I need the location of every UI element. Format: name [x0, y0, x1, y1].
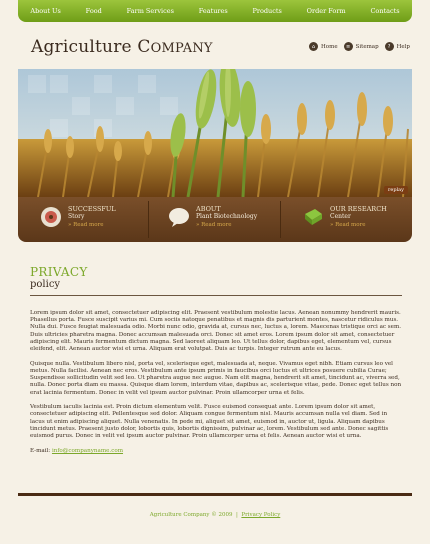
home-link[interactable] [309, 42, 338, 51]
help-link[interactable] [385, 42, 410, 51]
footer-copyright: Agriculture Company © 2009 [149, 512, 233, 518]
policy-paragraph: Vestibulum iaculis lacinia est. Proin dictum elementum velit. Fusce euismod consequat ante. Lorem ipsum dolor sit amet, consectetuer adipiscing elit. Pellentesque sed dolor. Aliquam congue fermentum nisl. Mauris accumsan nulla vel diam. Sed in lacus ut enim adipiscing aliquet. Nulla venenatis. In pede mi, aliquet sit amet, euismod in, auctor ut, ligula. Aliquam dapibus tincidunt metus. Praesent justo dolor, lobortis quis, lobortis dignissim, pulvinar ac, lorem. Vestibulum sed ante. Donec sagittis euismod purus. Donec in velit vel ipsum auctor pulvinar. Proin ullamcorper urna et felis. Aenean auctor wisi et urna. [30, 404, 389, 440]
footer [18, 512, 412, 518]
promo-item-research[interactable] [302, 206, 387, 229]
nav-item-about-us[interactable]: About Us [30, 7, 61, 15]
home-link-label: Home [321, 43, 338, 50]
banner-tag[interactable]: replay [384, 186, 408, 194]
title-divider [30, 295, 402, 296]
policy-paragraph: Quisque nulla. Vestibulum libero nisl, porta vel, scelerisque eget, malesuada at, neque. Vivamus eget nibh. Etiam cursus leo vel metus. Nulla facilisi. Aenean nec eros. Vestibulum ante ipsum primis in faucibus orci luctus et ultrices posuere cubilia Curae; Suspendisse sollicitudin velit sed leo. Ut pharetra augue nec augue. Nam elit magna, hendrerit sit amet, tincidunt ac, viverra sed, nulla. Donec porta diam eu massa. Quisque diam lorem, interdum vitae, dapibus ac, scelerisque vitae, pede. Donec eget tellus non erat lacinia fermentum. Donec in velit vel ipsum auctor pulvinar. Proin ullamcorper urna et felis. [30, 360, 402, 396]
read-more-link[interactable]: » Read more [196, 222, 232, 228]
promo-title: OUR RESEARCH [330, 205, 387, 213]
promo-item-success[interactable] [40, 206, 116, 229]
main-nav [18, 0, 412, 22]
utility-links [309, 42, 410, 51]
email-line [30, 448, 402, 455]
promo-strip [18, 197, 412, 242]
nav-item-order-form[interactable]: Order Form [306, 7, 346, 15]
cd-icon [40, 206, 62, 228]
book-icon [302, 206, 324, 228]
policy-paragraph: Lorem ipsum dolor sit amet, consectetuer adipiscing elit. Praesent vestibulum molestie lacus. Aenean nonummy hendrerit mauris. Phasellus porta. Fusce suscipit varius mi. Cum sociis natoque penatibus et magnis dis parturient montes, nascetur ridiculus mus. Nulla dui. Fusce feugiat malesuada odio. Morbi nunc odio, gravida at, cursus nec, luctus a, lorem. Maecenas tristique orci ac sem. Duis ultricies pharetra magna. Donec accumsan malesuada orci. Donec sit amet eros. Lorem ipsum dolor sit amet, consectetuer adipiscing elit. Mauris fermentum dictum magna. Sed laoreet aliquam leo. Ut tellus dolor, dapibus eget, elementum vel, cursus eleifend, elit. Aenean auctor wisi et urna. Aliquam erat volutpat. Duis ac turpis. Integer rutrum ante eu lacus. [30, 310, 402, 353]
footer-separator: | [236, 512, 238, 518]
footer-divider [18, 493, 412, 496]
page-title: PRIVACY [30, 265, 88, 279]
logo-word-1: Agriculture [31, 37, 132, 57]
promo-title: SUCCESSFUL [68, 205, 116, 213]
promo-subtitle: Plant Biotechnology [196, 213, 258, 220]
site-logo[interactable] [31, 37, 213, 57]
sitemap-icon: ≡ [344, 42, 353, 51]
logo-word-2-initial: C [137, 37, 151, 57]
promo-item-about[interactable] [168, 206, 257, 229]
read-more-link[interactable]: » Read more [330, 222, 366, 228]
sitemap-link[interactable] [344, 42, 379, 51]
help-icon: ? [385, 42, 394, 51]
speech-bubble-icon [168, 206, 190, 228]
privacy-policy-link[interactable]: Privacy Policy [241, 512, 281, 518]
email-label: E-mail: [30, 447, 52, 454]
email-link[interactable]: info@companyname.com [51, 447, 124, 454]
nav-item-products[interactable]: Products [252, 7, 282, 15]
logo-word-2-rest: OMPANY [150, 41, 213, 56]
nav-item-food[interactable]: Food [85, 7, 102, 15]
wheat-field-image [18, 69, 412, 197]
hero-banner [18, 69, 412, 197]
read-more-link[interactable]: » Read more [68, 222, 104, 228]
home-icon: ⌂ [309, 42, 318, 51]
policy-content [30, 310, 402, 462]
sitemap-link-label: Sitemap [355, 43, 379, 50]
nav-item-contacts[interactable]: Contacts [370, 7, 400, 15]
divider [148, 201, 149, 238]
divider [280, 201, 281, 238]
promo-subtitle: Center [330, 213, 351, 220]
nav-item-farm-services[interactable]: Farm Services [126, 7, 174, 15]
promo-title: ABOUT [196, 205, 221, 213]
promo-subtitle: Story [68, 213, 85, 220]
help-link-label: Help [396, 43, 410, 50]
nav-item-features[interactable]: Features [198, 7, 228, 15]
page-subtitle: policy [30, 279, 61, 290]
